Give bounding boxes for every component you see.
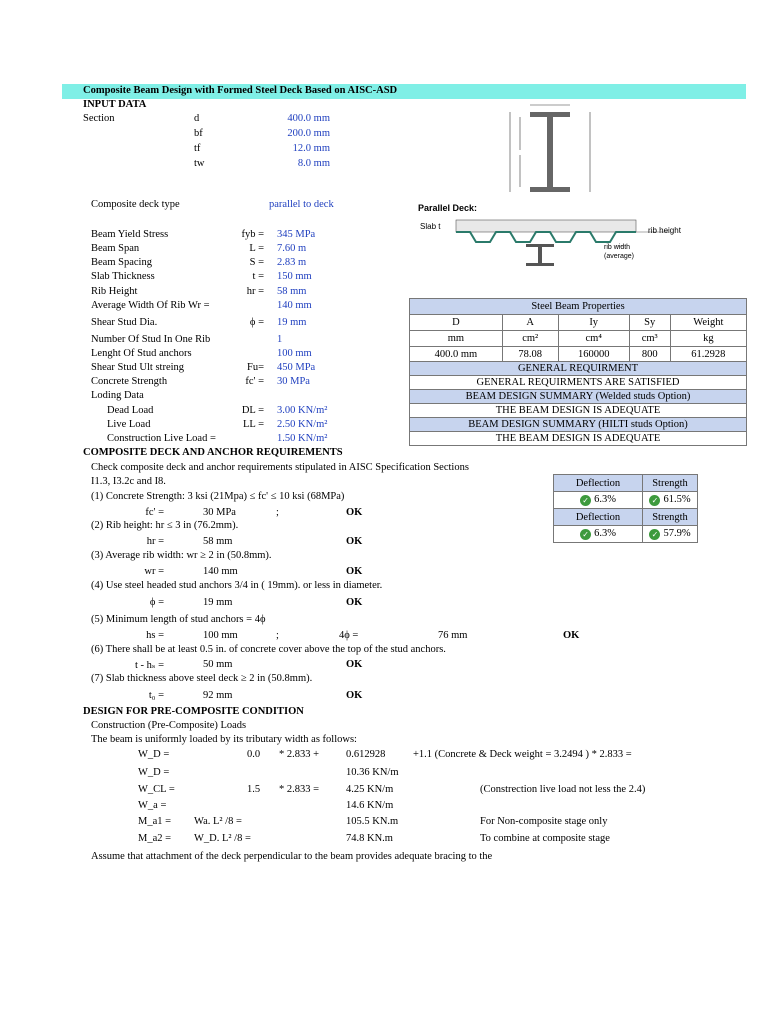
deflection-cell-2: ✓ 6.3% [554,526,643,543]
requirement-symbol: hs = [146,630,164,641]
input-value[interactable]: 450 MPa [277,362,316,373]
requirement-ok: OK [346,566,363,577]
requirement-value: 100 mm [203,630,238,641]
section-dim-label: bf [194,128,203,139]
requirement-symbol: t - hₛ = [135,660,164,671]
input-label: Number Of Stud In One Rib [91,334,211,345]
input-label: Beam Spacing [91,257,152,268]
input-label: Shear Stud Dia. [91,317,158,328]
props-values-cell: 78.08 [502,347,558,363]
requirement-ok: OK [346,536,363,547]
input-symbol: ϕ = [249,317,264,328]
summary-heading: BEAM DESIGN SUMMARY (Welded studs Option) [410,390,747,404]
input-value[interactable]: 1.50 KN/m² [277,433,328,444]
requirement-ok: OK [563,630,580,641]
props-headers-cell: Weight [670,315,746,331]
input-value[interactable]: 58 mm [277,286,307,297]
load-symbol: W_a = [138,800,167,811]
load-expression: W_D. L² /8 = [194,833,251,844]
assumption-text: Assume that attachment of the deck perpendicular to the beam provides adequate bracing to the [91,851,493,862]
requirement-symbol: ϕ = [149,597,164,608]
deck-intro-1: Check composite deck and anchor requirements stipulated in AISC Specification Sections [91,462,469,473]
input-value[interactable]: 1 [277,334,283,345]
strength-header-1: Strength [643,475,698,492]
input-label: Live Load [107,419,151,430]
load-value: 105.5 KN.m [346,816,399,827]
load-note: (Constrection live load not less the 2.4) [480,784,646,795]
props-values-cell: 400.0 mm [410,347,503,363]
input-symbol: Fu= [246,362,264,373]
props-values-cell: 160000 [558,347,629,363]
requirement-text: (3) Average rib width: wr ≥ 2 in (50.8mm). [91,550,272,561]
input-value[interactable]: 2.83 m [277,257,307,268]
summary-heading: GENERAL REQUIRMENT [410,362,747,376]
props-headers-cell: Sy [629,315,670,331]
requirement-ok: OK [346,507,363,518]
props-units-cell: cm² [502,331,558,347]
check-table [553,474,698,543]
requirement-value: 50 mm [203,659,233,670]
parallel-deck-label: Parallel Deck: [418,203,478,213]
strength-cell-2: ✓ 57.9% [643,526,698,543]
load-symbol: W_D = [138,767,170,778]
input-label: Beam Yield Stress [91,229,169,240]
input-value[interactable]: 30 MPa [277,376,310,387]
props-headers-cell: D [410,315,503,331]
section-dim-label: d [194,113,200,124]
deck-type-label: Composite deck type [91,199,180,210]
requirement-text: (7) Slab thickness above steel deck ≥ 2 in (50.8mm). [91,673,313,684]
requirement-ok: OK [346,597,363,608]
load-symbol: W_CL = [138,784,175,795]
input-value[interactable]: 2.50 KN/m² [277,419,328,430]
section-dim-value[interactable]: 400.0 mm [287,113,330,124]
input-value[interactable]: 7.60 m [277,243,307,254]
summary-heading: BEAM DESIGN SUMMARY (HILTI studs Option) [410,418,747,432]
pre-composite-intro: The beam is uniformly loaded by its tributary width as follows: [91,734,357,745]
props-values-cell: 800 [629,347,670,363]
input-label: Slab Thickness [91,271,155,282]
requirement-value: 140 mm [203,566,238,577]
load-note: +1.1 (Concrete & Deck weight = 3.2494 ) * 2.833 = [413,749,632,760]
input-symbol: fyb = [241,229,264,240]
load-symbol: M_a1 = [138,816,172,827]
input-label: Construction Live Load = [107,433,216,444]
requirement-value: 19 mm [203,597,233,608]
requirement-ok: OK [346,659,363,670]
input-label: Loding Data [91,390,144,401]
props-headers-cell: Iy [558,315,629,331]
requirement-text: (5) Minimum length of stud anchors = 4ϕ [91,614,266,625]
check-icon: ✓ [580,495,591,506]
input-label: Concrete Strength [91,376,168,387]
load-expression: Wa. L² /8 = [194,816,242,827]
requirement-text: (1) Concrete Strength: 3 ksi (21Mpa) ≤ fc' ≤ 10 ksi (68MPa) [91,491,345,502]
check-icon: ✓ [649,495,660,506]
deck-type-value[interactable]: parallel to deck [269,199,334,210]
input-symbol: L = [249,243,264,254]
requirement-ok: OK [346,690,363,701]
load-symbol: W_D = [138,749,170,760]
requirement-text: (4) Use steel headed stud anchors 3/4 in ( 19mm). or less in diameter. [91,580,383,591]
input-value[interactable]: 19 mm [277,317,307,328]
load-value: 14.6 KN/m [346,800,394,811]
input-label: Shear Stud Ult streing [91,362,185,373]
summary-status: THE BEAM DESIGN IS ADEQUATE [410,404,747,418]
requirement-symbol: fc' = [145,507,164,518]
input-label: Beam Span [91,243,140,254]
input-symbol: hr = [246,286,264,297]
requirement-separator: ; [276,507,279,518]
requirement-value-2: 76 mm [438,630,468,641]
input-label: Lenght Of Stud anchors [91,348,192,359]
steel-beam-properties-table [409,298,747,363]
requirement-symbol: t₀ = [148,690,164,701]
requirement-symbol-2: 4ϕ = [339,630,359,641]
props-units-cell: cm³ [629,331,670,347]
load-value: 74.8 KN.m [346,833,393,844]
requirement-symbol: wr = [144,566,164,577]
input-value[interactable]: 345 MPa [277,229,316,240]
deck-header: COMPOSITE DECK AND ANCHOR REQUIREMENTS [83,447,343,458]
check-icon: ✓ [649,529,660,540]
pre-composite-header: DESIGN FOR PRE-COMPOSITE CONDITION [83,706,304,717]
input-value[interactable]: 100 mm [277,348,312,359]
input-label: Dead Load [107,405,154,416]
requirement-value: 92 mm [203,690,233,701]
section-dim-value[interactable]: 200.0 mm [287,128,330,139]
rib-height-label: rib height [648,226,681,235]
load-expression: * 2.833 + [279,749,320,760]
deck-intro-2: I1.3, I3.2c and I8. [91,476,166,487]
input-symbol: fc' = [245,376,264,387]
page-title: Composite Beam Design with Formed Steel Deck Based on AISC-ASD [83,85,398,96]
load-value: 0.612928 [346,749,386,760]
input-symbol: S = [249,257,264,268]
section-dim-value[interactable]: 12.0 mm [292,143,330,154]
load-factor: 1.5 [247,784,261,795]
deflection-cell-1: ✓ 6.3% [554,492,643,509]
requirement-value: 58 mm [203,536,233,547]
input-header: INPUT DATA [83,99,147,110]
strength-cell-1: ✓ 61.5% [643,492,698,509]
props-units-cell: mm [410,331,503,347]
load-expression: * 2.833 = [279,784,320,795]
input-value[interactable]: 150 mm [277,271,312,282]
strength-header-2: Strength [643,509,698,526]
requirement-text: (2) Rib height: hr ≤ 3 in (76.2mm). [91,520,239,531]
input-symbol: LL = [243,419,264,430]
summary-table [409,361,747,446]
requirement-symbol: hr = [146,536,164,547]
input-label: Average Width Of Rib Wr = [91,300,210,311]
requirement-text: (6) There shall be at least 0.5 in. of concrete cover above the top of the stud anchors. [91,644,446,655]
summary-status: GENERAL REQUIRMENTS ARE SATISFIED [410,376,747,390]
load-value: 10.36 KN/m [346,767,399,778]
requirement-value: 30 MPa [203,507,236,518]
props-headers-cell: A [502,315,558,331]
check-icon: ✓ [580,529,591,540]
load-symbol: M_a2 = [138,833,172,844]
deflection-header-1: Deflection [554,475,643,492]
input-symbol: DL = [241,405,264,416]
section-dim-label: tf [194,143,201,154]
input-value[interactable]: 140 mm [277,300,312,311]
input-value[interactable]: 3.00 KN/m² [277,405,328,416]
load-value: 4.25 KN/m [346,784,394,795]
load-note: For Non-composite stage only [480,816,608,827]
props-units-cell: kg [670,331,746,347]
load-note: To combine at composite stage [480,833,610,844]
input-label: Rib Height [91,286,138,297]
requirement-separator: ; [276,630,279,641]
props-values-cell: 61.2928 [670,347,746,363]
rib-width-sub: (average) [604,253,634,260]
beam-section-figure [490,100,610,205]
section-dim-label: tw [194,158,205,169]
summary-status: THE BEAM DESIGN IS ADEQUATE [410,432,747,446]
rib-width-label: rib width [604,244,631,251]
section-label: Section [83,113,115,124]
pre-composite-subheader: Construction (Pre-Composite) Loads [91,720,247,731]
section-dim-value[interactable]: 8.0 mm [297,158,330,169]
deflection-header-2: Deflection [554,509,643,526]
props-title: Steel Beam Properties [410,299,747,315]
slab-label: Slab t [420,222,441,231]
props-units-cell: cm⁴ [558,331,629,347]
input-symbol: t = [252,271,264,282]
load-factor: 0.0 [247,749,261,760]
